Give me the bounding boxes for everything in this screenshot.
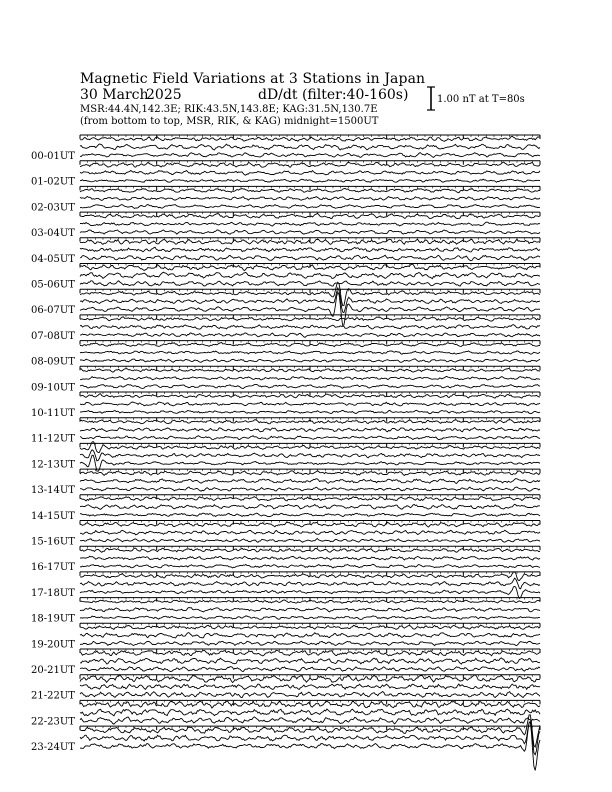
hour-panel (31, 572, 540, 599)
trace-msr (80, 179, 540, 182)
trace-msr (80, 230, 540, 234)
quantity-label: dD/dt (filter:40-160s) (258, 87, 409, 103)
trace-msr (80, 292, 540, 325)
trace-rik (80, 530, 540, 535)
hour-label: 22-23UT (31, 716, 75, 728)
hour-label: 21-22UT (31, 690, 75, 702)
trace-msr (80, 410, 540, 414)
hour-panel (31, 675, 540, 702)
hour-label: 02-03UT (31, 202, 75, 214)
trace-rik (80, 450, 540, 461)
hour-panel (31, 469, 540, 496)
trace-rik (80, 684, 540, 690)
hour-label: 00-01UT (31, 151, 75, 162)
hour-panel (31, 546, 540, 573)
hour-panel (31, 392, 540, 419)
hour-label: 07-08UT (31, 330, 75, 342)
trace-rik (80, 222, 540, 226)
hour-label: 13-14UT (31, 485, 75, 497)
hour-label: 23-24UT (31, 742, 75, 754)
trace-rik (80, 428, 540, 432)
trace-rik (80, 325, 540, 330)
trace-msr (80, 717, 540, 724)
trace-msr (80, 513, 540, 517)
trace-msr (80, 539, 540, 543)
hour-label: 19-20UT (31, 639, 75, 651)
hour-panel (31, 700, 540, 727)
hour-panel (31, 623, 540, 650)
hour-panel (31, 418, 540, 445)
trace-kag (80, 282, 540, 306)
trace-msr (80, 153, 540, 158)
trace-rik (80, 578, 540, 589)
trace-msr (80, 667, 540, 672)
hour-panel (31, 649, 540, 676)
hour-label: 11-12UT (31, 433, 75, 445)
trace-msr (80, 586, 540, 598)
hour-panel (31, 315, 540, 342)
trace-rik (80, 479, 540, 484)
trace-rik (80, 144, 540, 150)
hour-panel (31, 366, 540, 393)
hour-label: 08-09UT (31, 356, 75, 368)
hour-panel (31, 442, 540, 472)
trace-msr (80, 333, 540, 337)
trace-msr (80, 564, 540, 568)
hour-panel (31, 264, 540, 291)
hour-panel (31, 238, 540, 265)
hour-label: 12-13UT (31, 459, 75, 471)
hour-label: 03-04UT (31, 228, 75, 240)
trace-rik (80, 171, 540, 176)
hour-label: 05-06UT (31, 279, 75, 291)
trace-rik (80, 709, 540, 716)
hour-label: 14-15UT (31, 510, 75, 522)
trace-msr (80, 641, 540, 645)
hour-label: 09-10UT (31, 382, 75, 394)
hour-label: 18-19UT (31, 613, 75, 625)
trace-rik (80, 658, 540, 664)
date-year: 2025 (146, 87, 182, 103)
hour-label: 17-18UT (31, 587, 75, 599)
trace-rik (80, 504, 540, 509)
hour-label: 06-07UT (31, 305, 75, 317)
trace-rik (80, 556, 540, 560)
date-day: 30 March (80, 87, 149, 103)
hour-panel (31, 495, 540, 522)
hour-panel (31, 186, 540, 213)
hour-panel (31, 598, 540, 625)
trace-msr (80, 487, 540, 491)
trace-msr (80, 255, 540, 261)
trace-msr (80, 385, 540, 389)
hour-label: 04-05UT (31, 253, 75, 265)
hour-label: 10-11UT (31, 408, 75, 419)
station-coordinates: MSR:44.4N,142.3E; RIK:43.5N,143.8E; KAG:31.5N,130.7E (80, 104, 378, 115)
hour-panel (31, 715, 540, 771)
trace-rik (80, 196, 540, 200)
hour-label: 20-21UT (31, 665, 75, 676)
hour-label: 15-16UT (31, 536, 75, 548)
trace-rik (80, 402, 540, 406)
trace-msr (80, 359, 540, 362)
trace-rik (80, 351, 540, 354)
trace-kag (80, 420, 540, 424)
hour-panel (31, 135, 540, 162)
chart-title: Magnetic Field Variations at 3 Stations in Japan (80, 71, 426, 87)
trace-rik (80, 376, 540, 380)
trace-msr (80, 205, 540, 209)
trace-rik (80, 247, 540, 252)
trace-msr (80, 281, 540, 286)
trace-msr (80, 436, 540, 440)
scale-bar (427, 87, 435, 110)
scale-bar-label: 1.00 nT at T=80s (437, 94, 525, 105)
hour-label: 16-17UT (31, 562, 75, 574)
trace-msr (80, 616, 540, 620)
trace-rik (80, 633, 540, 638)
hour-panel (31, 341, 540, 368)
hour-label: 01-02UT (31, 176, 75, 188)
trace-msr (80, 692, 540, 698)
hour-panel (31, 212, 540, 239)
hour-panel (31, 161, 540, 188)
trace-rik (80, 608, 540, 612)
trace-rik (80, 272, 540, 279)
station-order-note: (from bottom to top, MSR, RIK, & KAG) midnight=1500UT (80, 116, 379, 127)
hour-panel (31, 521, 540, 548)
